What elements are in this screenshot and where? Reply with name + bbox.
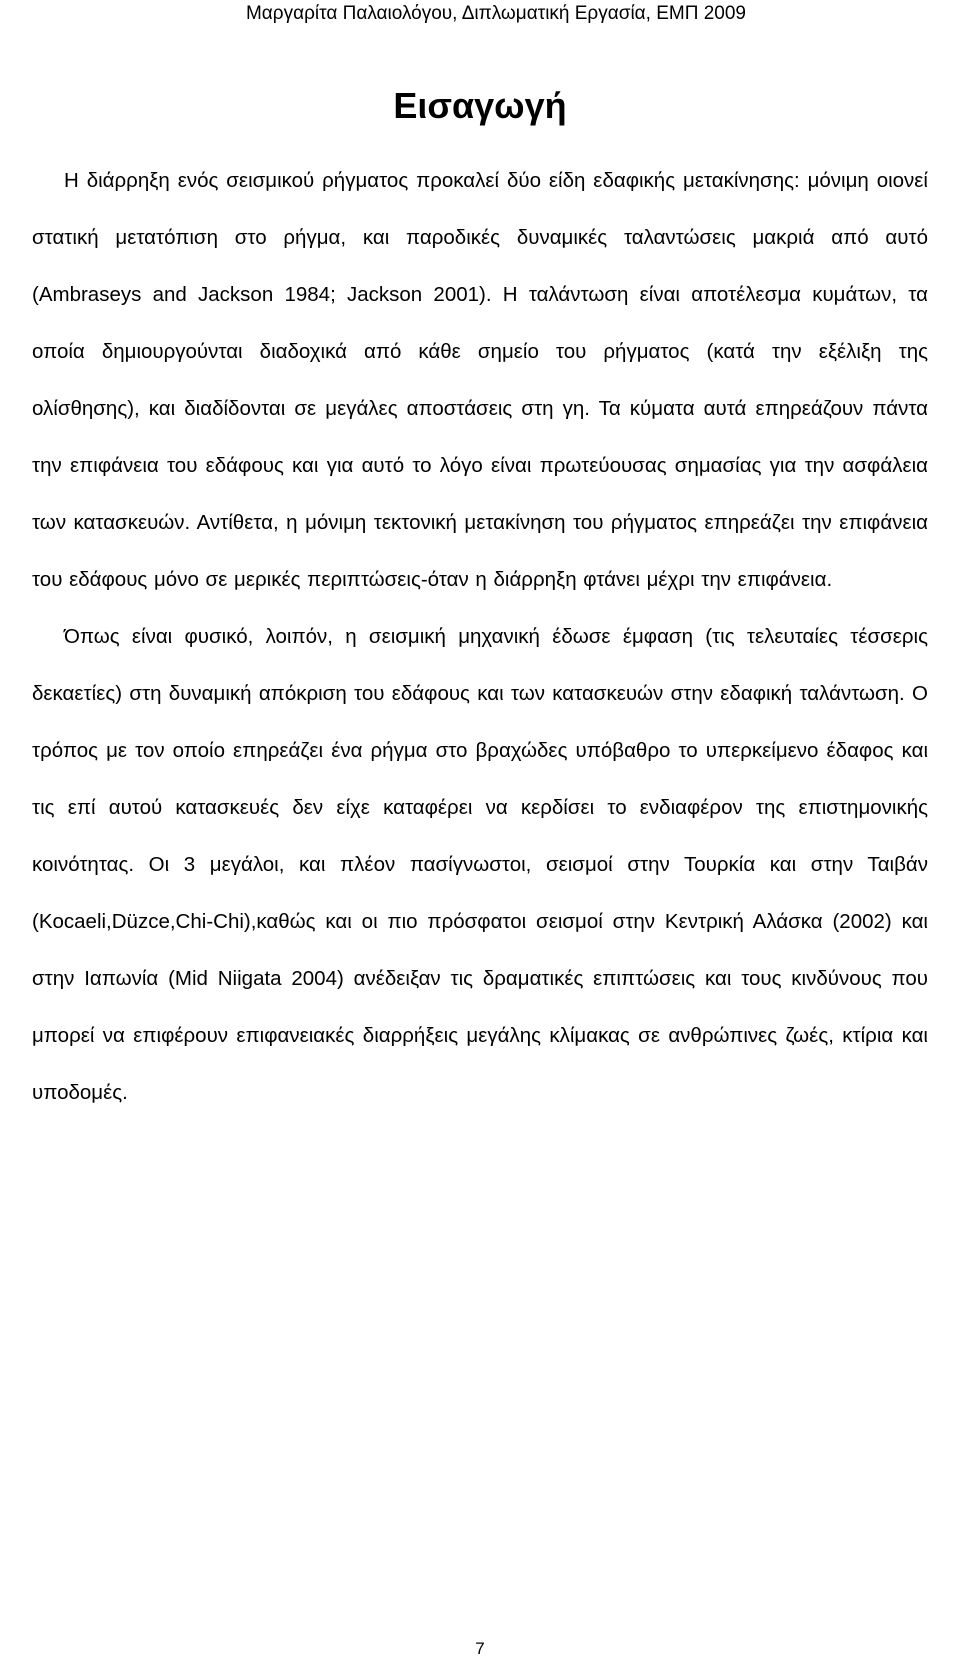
paragraph-1: Η διάρρηξη ενός σεισμικού ρήγματος προκαλεί δύο είδη εδαφικής μετακίνησης: μόνιμη οιονεί στατική μετατόπιση στο ρήγμα, και παροδικές δυναμικές ταλαντώσεις μακριά από αυτό (Ambraseys and Jackson 1984; Jackson 2001). Η ταλάντωση είναι αποτέλεσμα κυμάτων, τα οποία δημιουργούνται διαδοχικά από κάθε σημείο του ρήγματος (κατά την εξέλιξη της ολίσθησης), και διαδίδονται σε μεγάλες αποστάσεις στη γη. Τα κύματα αυτά επηρεάζουν πάντα την επιφάνεια του εδάφους και για αυτό το λόγο είναι πρωτεύουσας σημασίας για την ασφάλεια των κατασκευών. Αντίθετα, η μόνιμη τεκτονική μετακίνηση του ρήγματος επηρεάζει την επιφάνεια του εδάφους μόνο σε μερικές περιπτώσεις-όταν η διάρρηξη φτάνει μέχρι την επιφάνεια. xyxy=(32,169,928,591)
page-number: 7 xyxy=(475,1639,485,1658)
page-title: Εισαγωγή xyxy=(393,85,567,126)
running-header: Μαργαρίτα Παλαιολόγου, Διπλωματική Εργασία, ΕΜΠ 2009 xyxy=(245,3,746,24)
paragraph-2: Όπως είναι φυσικό, λοιπόν, η σεισμική μηχανική έδωσε έμφαση (τις τελευταίες τέσσερις δεκαετίες) στη δυναμική απόκριση του εδάφους και των κατασκευών στην εδαφική ταλάντωση. Ο τρόπος με τον οποίο επηρεάζει ένα ρήγμα στο βραχώδες υπόβαθρο το υπερκείμενο έδαφος και τις επί αυτού κατασκευές δεν είχε καταφέρει να κερδίσει το ενδιαφέρον της επιστημονικής κοινότητας. Οι 3 μεγάλοι, και πλέον πασίγνωστοι, σεισμοί στην Τουρκία και στην Ταιβάν (Kocaeli,Düzce,Chi-Chi),καθώς και οι πιο πρόσφατοι σεισμοί στην Κεντρική Αλάσκα (2002) και στην Ιαπωνία (Mid Niigata 2004) ανέδειξαν τις δραματικές επιπτώσεις και τους κινδύνους που μπορεί να επιφέρουν επιφανειακές διαρρήξεις μεγάλης κλίμακας σε ανθρώπινες ζωές, κτίρια και υποδομές. xyxy=(32,625,928,1104)
body-text xyxy=(32,152,928,1121)
